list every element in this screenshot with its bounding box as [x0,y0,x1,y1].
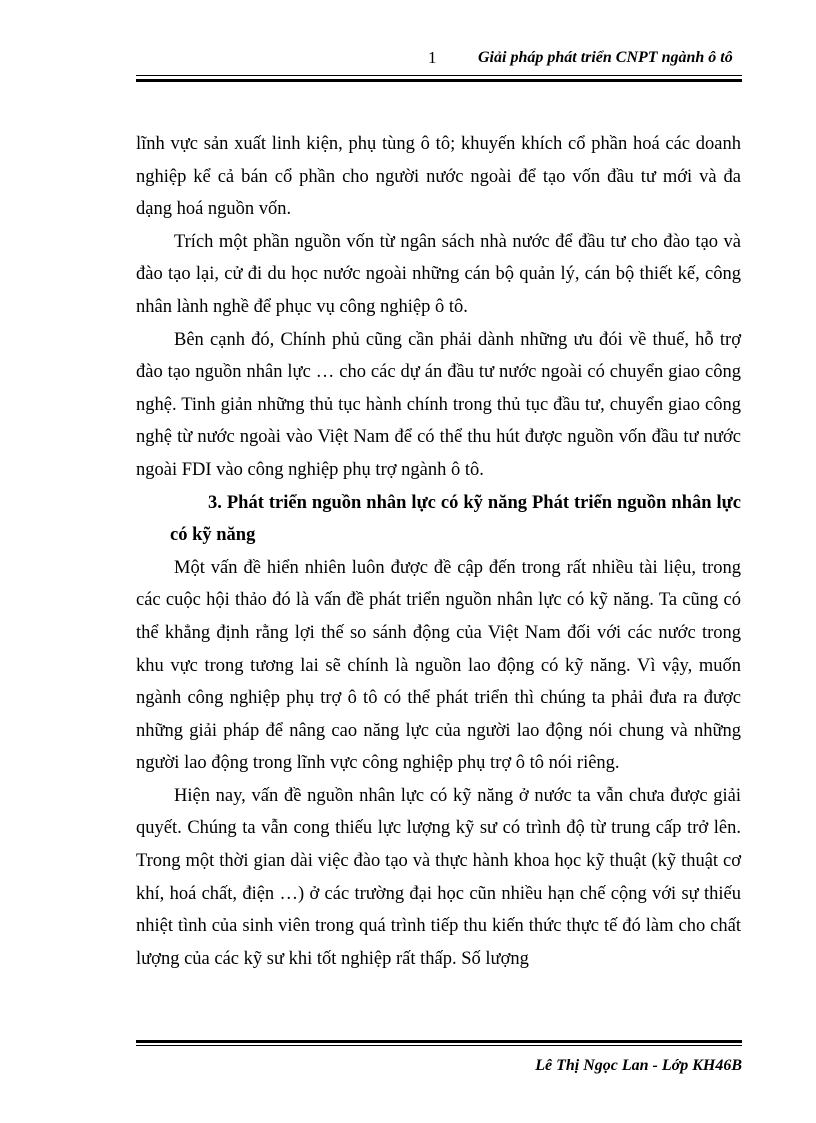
paragraph-1: lĩnh vực sản xuất linh kiện, phụ tùng ô tô; khuyến khích cổ phần hoá các doanh nghiệp kể cả bán cổ phần cho người nước ngoài để tạo vốn đầu tư mới và đa dạng hoá nguồn vốn. [136,134,741,220]
paragraph-5: Hiện nay, vấn đề nguồn nhân lực có kỹ năng ở nước ta vẫn chưa được giải quyết. Chúng ta vẫn cong thiếu lực lượng kỹ sư có trình độ từ trung cấp trở lên. Trong một thời gian dài việc đào tạo và thực hành khoa học kỹ thuật (kỹ thuật cơ khí, hoá chất, điện …) ở các trường đại học cũn nhiều hạn chế cộng với sự thiếu nhiệt tình của sinh viên trong quá trình tiếp thu kiến thức thực tế đó làm cho chất lượng của các kỹ sư khi tốt nghiệp rất thấp. Số lượng [136,785,741,969]
running-title: Giải pháp phát triển CNPT ngành ô tô [478,49,733,66]
paragraph-3: Bên cạnh đó, Chính phủ cũng cần phải dành những ưu đói về thuế, hỗ trợ đào tạo nguồn nhân lực … cho các dự án đầu tư nước ngoài có chuyển giao công nghệ. Tinh giản những thủ tục hành chính trong thủ tục đầu tư, chuyển giao công nghệ từ nước ngoài vào Việt Nam để có thể thu hút được nguồn vốn đầu tư nước ngoài FDI vào công nghiệp phụ trợ ngành ô tô. [136,329,741,480]
section-heading: 3. Phát triển nguồn nhân lực có kỹ năng Phát triển nguồn nhân lực có kỹ năng [170,492,741,546]
footer-rule-thick [136,1040,742,1043]
paragraph-2: Trích một phần nguồn vốn từ ngân sách nhà nước để đầu tư cho đào tạo và đào tạo lại, cử đi du học nước ngoài những cán bộ quản lý, cán bộ thiết kế, công nhân lành nghề để phục vụ công nghiệp ô tô. [136,231,741,317]
header-rule-thin [136,75,742,76]
header-rule-thick [136,79,742,82]
page-header [136,44,742,80]
footer-rule-thin [136,1045,742,1046]
page-footer [136,1040,742,1080]
document-body [136,128,741,975]
footer-author: Lê Thị Ngọc Lan - Lớp KH46B [535,1057,742,1074]
page-number: 1 [428,48,437,67]
paragraph-4: Một vấn đề hiển nhiên luôn được đề cập đến trong rất nhiều tài liệu, trong các cuộc hội thảo đó là vấn đề phát triển nguồn nhân lực có kỹ năng. Ta cũng có thể khẳng định rằng lợi thế so sánh động của Việt Nam đối với các nước trong khu vực trong tương lai sẽ chính là nguồn lao động có kỹ năng. Vì vậy, muốn ngành công nghiệp phụ trợ ô tô có thể phát triển thì chúng ta phải đưa ra được những giải pháp để nâng cao năng lực của người lao động nói chung và những người lao động trong lĩnh vực công nghiệp phụ trợ ô tô nói riêng. [136,557,741,774]
